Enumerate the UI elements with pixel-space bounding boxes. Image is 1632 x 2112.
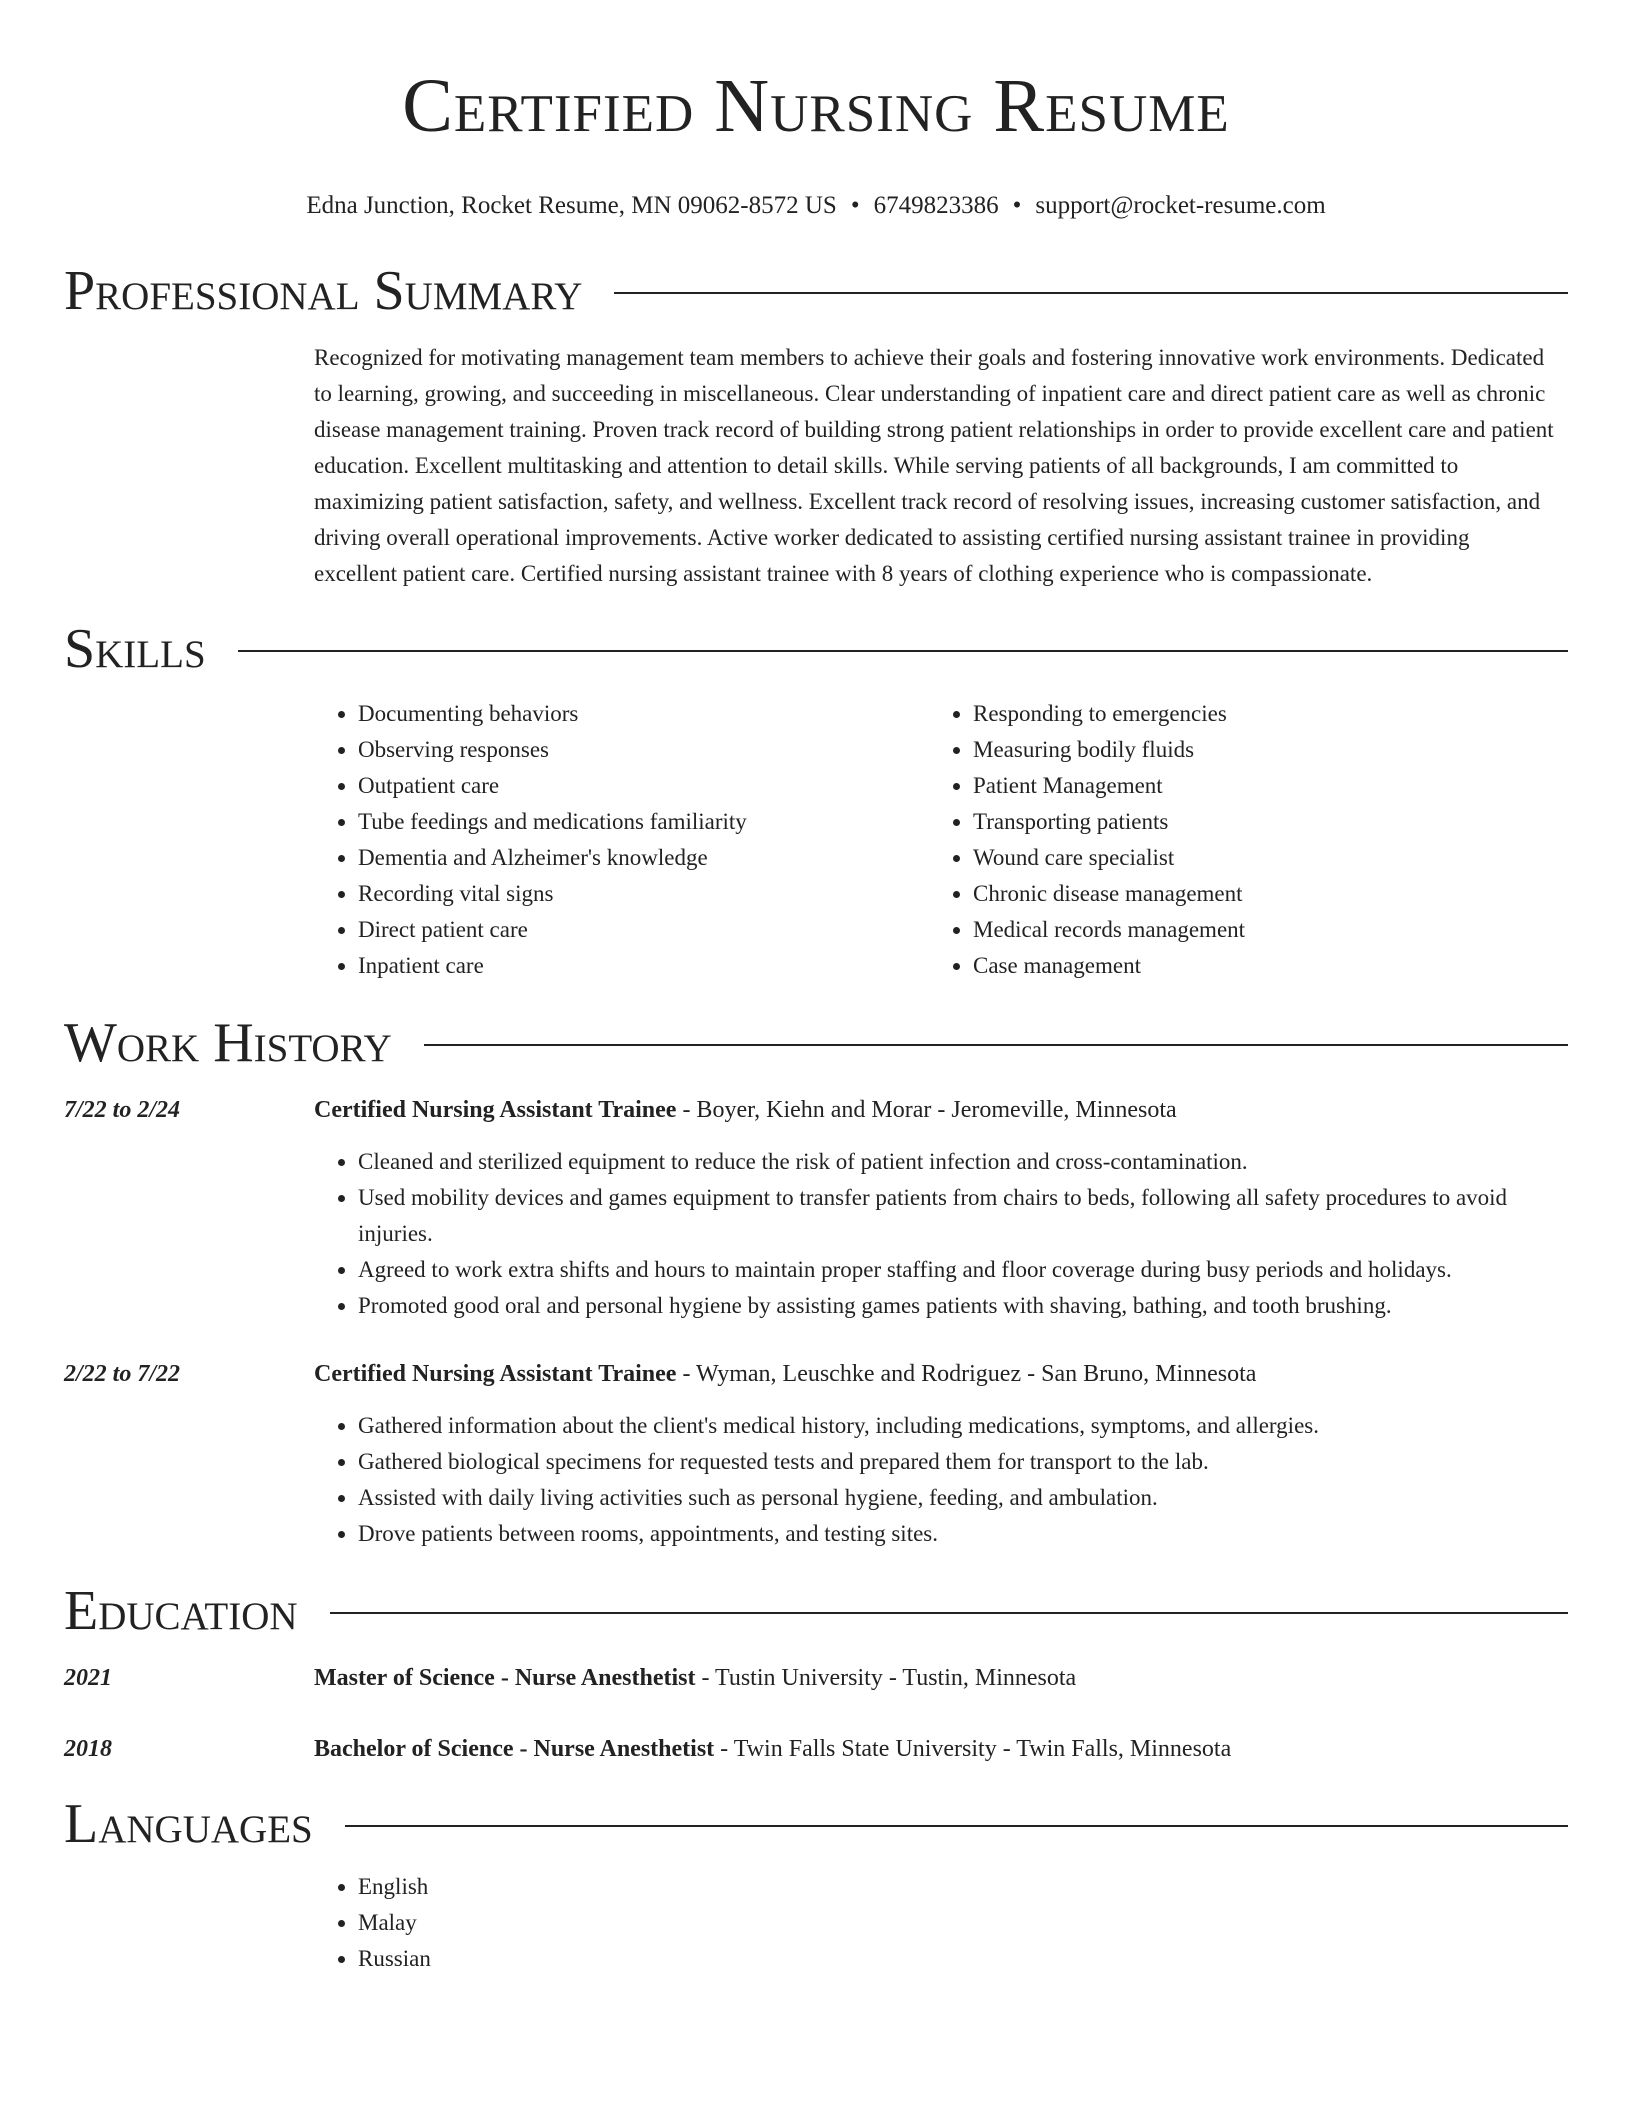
education-section-header bbox=[64, 1580, 1568, 1642]
job-bullets bbox=[314, 1408, 1568, 1552]
section-divider bbox=[424, 1044, 1568, 1046]
skills-list-right bbox=[929, 696, 1544, 984]
contact-address: Edna Junction, Rocket Resume, MN 09062-8572 US bbox=[306, 192, 837, 219]
skill-item: • Measuring bodily fluids bbox=[973, 732, 1544, 768]
job-bullet: • Gathered information about the client's medical history, including medications, symptoms, and allergies. bbox=[358, 1408, 1568, 1444]
skill-item: • Wound care specialist bbox=[973, 840, 1544, 876]
section-divider bbox=[330, 1612, 1568, 1614]
education-degree: Master of Science - Nurse Anesthetist bbox=[314, 1665, 696, 1691]
education-entry bbox=[64, 1731, 1568, 1767]
job-title-line bbox=[314, 1092, 1177, 1128]
job-dates: 7/22 to 2/24 bbox=[64, 1097, 181, 1123]
job-bullet: • Promoted good oral and personal hygiene by assisting games patients with shaving, bathing, and tooth brushing. bbox=[358, 1288, 1568, 1324]
skill-item: • Documenting behaviors bbox=[358, 696, 929, 732]
job-bullet: • Drove patients between rooms, appointments, and testing sites. bbox=[358, 1516, 1568, 1552]
contact-line bbox=[64, 190, 1568, 222]
skill-item: • Observing responses bbox=[358, 732, 929, 768]
skill-item: • Direct patient care bbox=[358, 912, 929, 948]
job-position: Certified Nursing Assistant Trainee bbox=[314, 1361, 677, 1387]
language-item: • Russian bbox=[358, 1941, 1568, 1977]
resume-name: Certified Nursing Resume bbox=[402, 64, 1230, 148]
skill-item: • Transporting patients bbox=[973, 804, 1544, 840]
education-school: - Twin Falls State University - Twin Falls, Minnesota bbox=[714, 1736, 1232, 1762]
job-position: Certified Nursing Assistant Trainee bbox=[314, 1097, 677, 1123]
skill-item: • Responding to emergencies bbox=[973, 696, 1544, 732]
section-divider bbox=[614, 292, 1568, 294]
job-entry bbox=[64, 1092, 1568, 1324]
summary-section-header bbox=[64, 260, 1568, 322]
education-entry bbox=[64, 1660, 1568, 1696]
education-year: 2018 bbox=[64, 1736, 112, 1762]
skill-item: • Recording vital signs bbox=[358, 876, 929, 912]
separator-dot: • bbox=[850, 192, 860, 219]
job-employer: - Boyer, Kiehn and Morar - Jeromeville, Minnesota bbox=[676, 1097, 1177, 1123]
job-bullet: • Assisted with daily living activities such as personal hygiene, feeding, and ambulation. bbox=[358, 1480, 1568, 1516]
contact-phone: 6749823386 bbox=[873, 192, 999, 219]
job-header bbox=[64, 1356, 1568, 1392]
education-line bbox=[314, 1731, 1231, 1767]
education-degree: Bachelor of Science - Nurse Anesthetist bbox=[314, 1736, 715, 1762]
job-bullet: • Used mobility devices and games equipment to transfer patients from chairs to beds, following all safety procedures to avoid injuries. bbox=[358, 1180, 1568, 1252]
section-title-skills: Skills bbox=[64, 618, 206, 680]
job-header bbox=[64, 1092, 1568, 1128]
skill-item: • Tube feedings and medications familiarity bbox=[358, 804, 929, 840]
education-year: 2021 bbox=[64, 1665, 112, 1691]
job-bullet: • Gathered biological specimens for requested tests and prepared them for transport to the lab. bbox=[358, 1444, 1568, 1480]
languages-list bbox=[314, 1869, 1568, 1977]
work-section-header bbox=[64, 1012, 1568, 1074]
skill-item: • Inpatient care bbox=[358, 948, 929, 984]
job-entry bbox=[64, 1356, 1568, 1552]
skill-item: • Dementia and Alzheimer's knowledge bbox=[358, 840, 929, 876]
section-divider bbox=[345, 1825, 1568, 1827]
job-bullet: • Agreed to work extra shifts and hours to maintain proper staffing and floor coverage during busy periods and holidays. bbox=[358, 1252, 1568, 1288]
summary-text: Recognized for motivating management team members to achieve their goals and fostering innovative work environments. Dedicated to learning, growing, and succeeding in miscellaneous. Clear understanding of inpatient care and direct patient care as well as chronic disease management training. Proven track record of building strong patient relationships in order to provide excellent care and patient education. Excellent multitasking and attention to detail skills. While serving patients of all backgrounds, I am committed to maximizing patient satisfaction, safety, and wellness. Excellent track record of resolving issues, increasing customer satisfaction, and driving overall operational improvements. Active worker dedicated to assisting certified nursing assistant trainee in providing excellent patient care. Certified nursing assistant trainee with 8 years of clothing experience who is compassionate. bbox=[314, 345, 1554, 586]
job-bullets bbox=[314, 1144, 1568, 1324]
job-bullet-list bbox=[314, 1408, 1568, 1552]
skill-item: • Medical records management bbox=[973, 912, 1544, 948]
skills-section-header bbox=[64, 618, 1568, 680]
separator-dot: • bbox=[1012, 192, 1022, 219]
language-item: • Malay bbox=[358, 1905, 1568, 1941]
skill-item: • Patient Management bbox=[973, 768, 1544, 804]
skills-column-right bbox=[929, 696, 1544, 984]
education-line bbox=[314, 1660, 1076, 1696]
skill-item: • Chronic disease management bbox=[973, 876, 1544, 912]
job-employer: - Wyman, Leuschke and Rodriguez - San Bruno, Minnesota bbox=[676, 1361, 1257, 1387]
section-title-education: Education bbox=[64, 1580, 298, 1642]
skills-column-left bbox=[314, 696, 929, 984]
skill-item: • Outpatient care bbox=[358, 768, 929, 804]
job-title-line bbox=[314, 1356, 1256, 1392]
section-title-languages: Languages bbox=[64, 1793, 313, 1855]
skills-list-left bbox=[314, 696, 929, 984]
section-title-work: Work History bbox=[64, 1012, 392, 1074]
section-title-summary: Professional Summary bbox=[64, 260, 583, 322]
education-school: - Tustin University - Tustin, Minnesota bbox=[695, 1665, 1077, 1691]
section-divider bbox=[238, 650, 1568, 652]
job-dates: 2/22 to 7/22 bbox=[64, 1361, 181, 1387]
contact-email: support@rocket-resume.com bbox=[1035, 192, 1326, 219]
skills-grid bbox=[314, 696, 1568, 984]
job-bullet-list bbox=[314, 1144, 1568, 1324]
job-bullet: • Cleaned and sterilized equipment to reduce the risk of patient infection and cross-contamination. bbox=[358, 1144, 1568, 1180]
languages-section-header bbox=[64, 1793, 1568, 1855]
language-item: • English bbox=[358, 1869, 1568, 1905]
languages-list-wrap bbox=[314, 1869, 1568, 1977]
skill-item: • Case management bbox=[973, 948, 1544, 984]
